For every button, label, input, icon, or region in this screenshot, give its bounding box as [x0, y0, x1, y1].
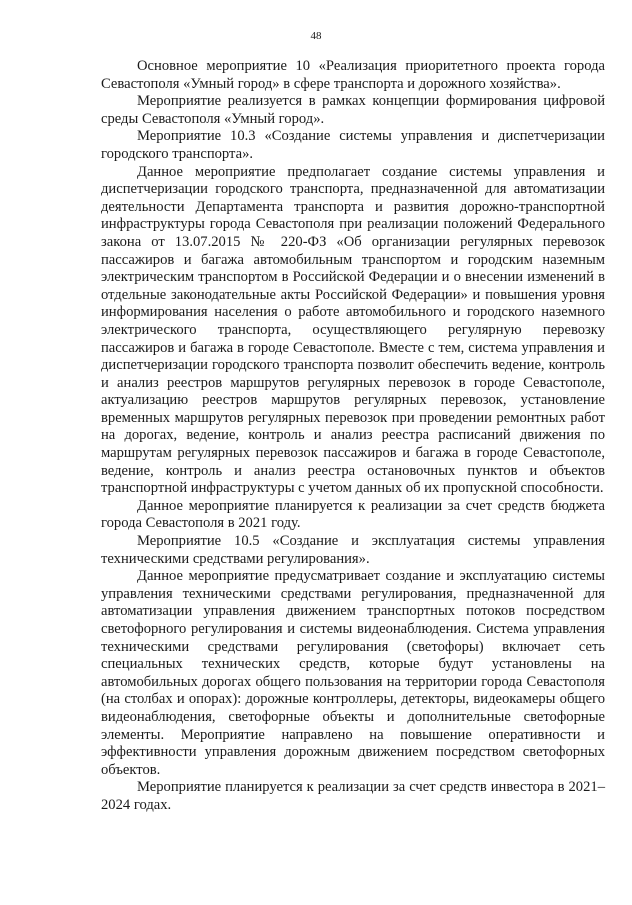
paragraph-main-event-10: Основное мероприятие 10 «Реализация приоритетного проекта города Севастополя «Умный город» в сфере транспорта и дорожного хозяйства».: [101, 58, 605, 92]
page-number: 48: [310, 30, 322, 42]
paragraph-concept: Мероприятие реализуется в рамках концепции формирования цифровой среды Севастополя «Умный город».: [101, 93, 605, 127]
document-body: [101, 58, 605, 815]
paragraph-event-10-5-description: Данное мероприятие предусматривает создание и эксплуатацию системы управления техническими средствами регулирования, предназначенной для автоматизации управления движением транспортных потоков посредством светофорного регулирования и системы видеонаблюдения. Система управления техническими средствами регулирования (светофоры) включает сеть специальных технических средств, которые будут установлены на автомобильных дорогах общего пользования на территории города Севастополя (на столбах и опорах): дорожные контроллеры, детекторы, видеокамеры общего видеонаблюдения, светофорные объекты и дополнительные светофорные элементы. Мероприятие направлено на повышение оперативности и эффективности управления дорожным движением посредством светофорных объектов.: [101, 568, 605, 778]
paragraph-event-10-3-funding: Данное мероприятие планируется к реализации за счет средств бюджета города Севастополя в 2021 году.: [101, 497, 605, 532]
paragraph-event-10-3-description: Данное мероприятие предполагает создание системы управления и диспетчеризации городского транспорта, предназначенной для автоматизации деятельности Департамента транспорта и развития дорожно-транспортной инфраструктуры города Севастополя при реализации положений Федерального закона от 13.07.2015 № 220-ФЗ «Об организации регулярных перевозок пассажиров и багажа автомобильным транспортом и городским наземным электрическим транспортом в Российской Федерации и о внесении изменений в отдельные законодательные акты Российской Федерации» и повышения уровня информирования населения о работе автомобильного и городского наземного электрического транспорта, осуществляющего регулярную перевозку пассажиров и багажа в городе Севастополе. Вместе с тем, система управления и диспетчеризации городского транспорта позволит обеспечить ведение, контроль и анализ реестров маршрутов регулярных перевозок в городе Севастополе, актуализацию реестров маршрутов регулярных перевозок, установление временных маршрутов регулярных перевозок при проведении ремонтных работ на дорогах, ведение, контроль и анализ реестра расписаний движения по маршрутам регулярных перевозок пассажиров и багажа в городе Севастополе, ведение, контроль и анализ реестра остановочных пунктов и объектов транспортной инфраструктуры с учетом данных об их пропускной способности.: [101, 163, 605, 497]
paragraph-event-10-3-title: Мероприятие 10.3 «Создание системы управления и диспетчеризации городского транспорта».: [101, 128, 605, 162]
paragraph-event-10-5-funding: Мероприятие планируется к реализации за счет средств инвестора в 2021–2024 годах.: [101, 779, 605, 813]
paragraph-event-10-5-title: Мероприятие 10.5 «Создание и эксплуатация системы управления техническими средствами регулирования».: [101, 533, 605, 567]
